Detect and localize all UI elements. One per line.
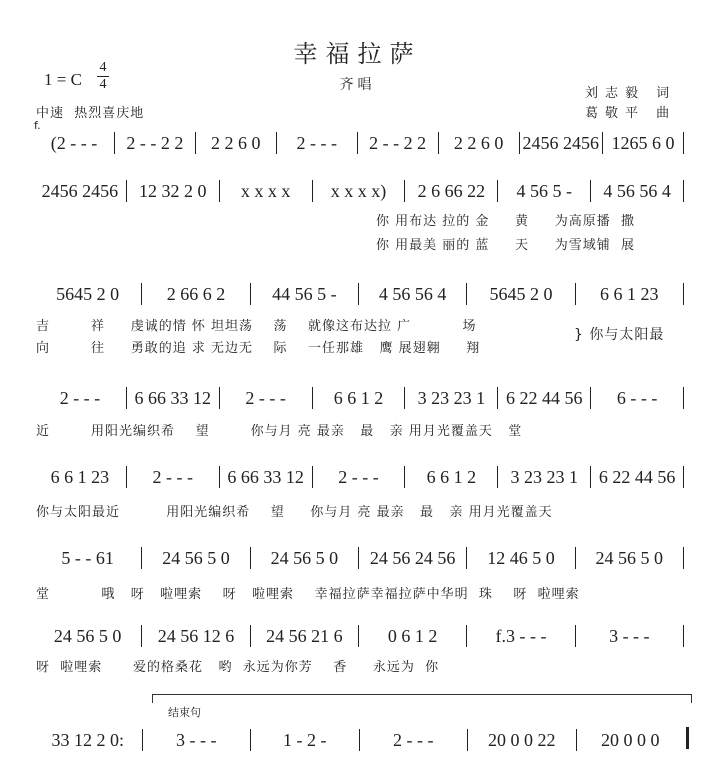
notation-system — [34, 178, 684, 202]
performance-type: 齐唱 — [339, 77, 376, 93]
measure: 2 - - - — [245, 388, 286, 408]
lyric-line: } 你与太阳最 — [574, 327, 665, 343]
barline — [683, 387, 684, 409]
barline — [683, 132, 684, 154]
notation-system — [34, 545, 684, 569]
notation-system — [34, 623, 684, 647]
measure: 2 - - 2 2 — [369, 133, 427, 153]
ending-label: 结束句 — [168, 706, 201, 719]
measure: 0 6 1 2 — [387, 626, 438, 646]
time-signature — [97, 60, 109, 93]
lyric-line: 堂 哦 呀 啦哩索 呀 啦哩索 幸福拉萨幸福拉萨中华明 珠 呀 啦哩索 — [36, 587, 580, 602]
measure: 2 - - - — [338, 467, 379, 487]
measure: 6 66 33 12 — [227, 467, 304, 487]
notation-system — [34, 385, 684, 409]
measure: 6 22 44 56 — [598, 467, 676, 487]
measure: 2 - - - — [152, 467, 194, 487]
measure: 3 23 23 1 — [510, 467, 578, 487]
measure: 12 32 2 0 — [139, 181, 207, 201]
measure: 4 56 5 - — [516, 181, 572, 201]
measure: 2 - - - — [393, 730, 434, 750]
time-bottom: 4 — [99, 77, 107, 92]
lyric-line: 你 用布达 拉的 金 黄 为高原播 撒 — [376, 214, 635, 229]
measure: 6 - - - — [616, 388, 658, 408]
notation-system — [34, 727, 684, 751]
measure: 1 - 2 - — [283, 730, 327, 750]
lyric-line: 你 用最美 丽的 蓝 天 为雪域铺 展 — [376, 238, 635, 253]
lyric-line: 向 往 勇敢的追 求 无边无 际 一任那雄 鹰 展翅翱 翔 — [36, 341, 481, 356]
measure: 6 6 1 2 — [333, 388, 384, 408]
lyric-line: 你与太阳最近 用阳光编织希 望 你与月 亮 最亲 最 亲 用月光覆盖天 — [36, 505, 553, 520]
measure: 1265 6 0 — [611, 133, 675, 153]
barline — [683, 283, 684, 305]
measure: 24 56 5 0 — [162, 548, 230, 568]
dynamic-mark: f. — [34, 119, 41, 132]
measure: 20 0 0 22 — [488, 730, 556, 750]
measure: 24 56 5 0 — [270, 548, 339, 568]
lyric-line: 呀 啦哩索 爱的格桑花 哟 永远为你芳 香 永远为 你 — [36, 660, 440, 675]
measure: 6 22 44 56 — [505, 388, 583, 408]
measure: 2 66 6 2 — [166, 284, 226, 304]
notation-system — [34, 130, 684, 154]
measure: 2456 2456 — [41, 181, 119, 201]
final-barline — [686, 727, 689, 749]
lyric-line: 吉 祥 虔诚的情 怀 坦坦荡 荡 就像这布达拉 广 场 — [36, 319, 477, 334]
measure: 2 6 66 22 — [417, 181, 486, 201]
lyricist: 刘志毅 词 — [585, 86, 677, 101]
measure: 2 - - - — [59, 388, 101, 408]
measure: 6 6 1 23 — [50, 467, 110, 487]
measure: 20 0 0 0 — [601, 730, 660, 750]
measure: 24 56 24 56 — [369, 548, 456, 568]
time-top: 4 — [99, 60, 107, 75]
measure: 33 12 2 0: — [51, 730, 124, 750]
notation-system — [34, 464, 684, 488]
composer: 葛敬平 曲 — [585, 106, 677, 121]
measure: 3 - - - — [176, 730, 217, 750]
barline — [683, 466, 684, 488]
key-signature: 1 = C — [44, 70, 82, 89]
measure: 6 66 33 12 — [134, 388, 212, 408]
measure: 24 56 5 0 — [53, 626, 122, 646]
measure: 5645 2 0 — [489, 284, 553, 304]
measure: x x x x) — [330, 181, 387, 201]
measure: 6 6 1 23 — [600, 284, 659, 304]
measure: 44 56 5 - — [272, 284, 337, 304]
measure: 24 56 5 0 — [595, 548, 664, 568]
measure: 4 56 56 4 — [603, 181, 671, 201]
ending-bracket — [152, 694, 692, 703]
barline — [683, 180, 684, 202]
measure: 24 56 12 6 — [157, 626, 235, 646]
measure: 5 - - 61 — [61, 548, 114, 568]
tempo-marking: 中速 热烈喜庆地 — [36, 106, 145, 121]
lyric-line: 近 用阳光编织希 望 你与月 亮 最亲 最 亲 用月光覆盖天 堂 — [36, 424, 523, 439]
measure: 3 23 23 1 — [417, 388, 486, 408]
measure: 3 - - - — [609, 626, 650, 646]
measure: 2 - - - — [296, 133, 337, 153]
barline — [683, 547, 684, 569]
measure: 4 56 56 4 — [378, 284, 447, 304]
measure: 2 2 6 0 — [211, 133, 261, 153]
measure: (2 - - - — [50, 133, 98, 153]
notation-system — [34, 281, 684, 305]
measure: x x x x — [240, 181, 291, 201]
measure: 12 46 5 0 — [487, 548, 555, 568]
measure: 5645 2 0 — [56, 284, 120, 304]
measure: 6 6 1 2 — [426, 467, 477, 487]
measure: f.3 - - - — [495, 626, 547, 646]
measure: 2456 2456 — [522, 133, 600, 153]
measure: 2 2 6 0 — [453, 133, 504, 153]
measure: 2 - - 2 2 — [126, 133, 184, 153]
song-title: 幸福拉萨 — [293, 40, 422, 68]
measure: 24 56 21 6 — [266, 626, 343, 646]
barline — [683, 625, 684, 647]
